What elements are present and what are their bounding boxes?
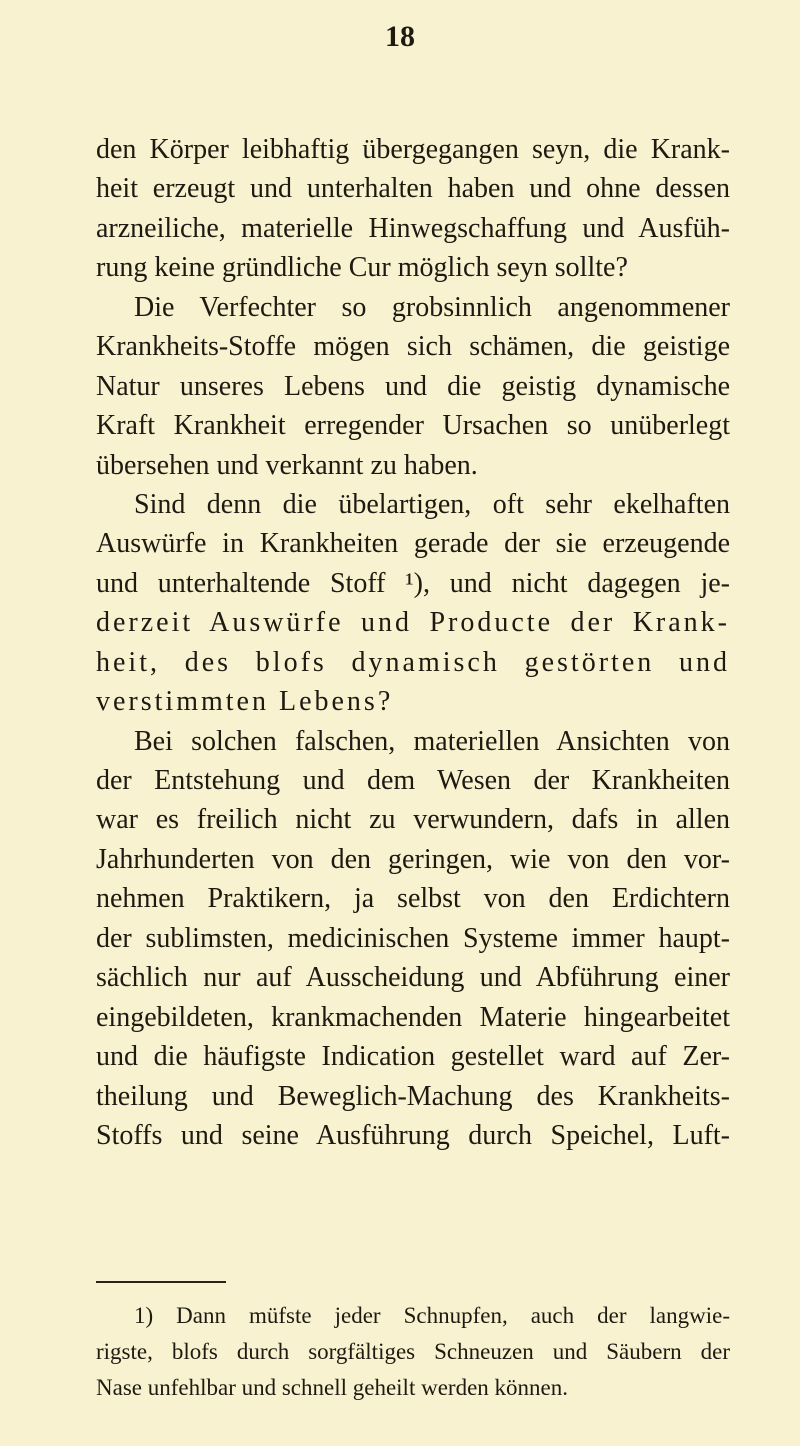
text-line: Jahrhunderten von den geringen, wie von den vor- (96, 843, 730, 875)
text-line-spaced: heit, des blofs dynamisch gestörten und (96, 646, 730, 678)
footnote-line: 1) Dann müfste jeder Schnupfen, auch der langwie- (134, 1303, 730, 1328)
text-line: rung keine gründliche Cur möglich seyn sollte? (96, 252, 628, 284)
text-line: Kraft Krankheit erregender Ursachen so unüberlegt (96, 410, 730, 442)
text-line: übersehen und verkannt zu haben. (96, 449, 478, 481)
text-line: und die häufigste Indication gestellet ward auf Zer- (96, 1041, 730, 1073)
page-number: 18 (385, 20, 415, 53)
text-line: eingebildeten, krankmachenden Materie hingearbeitet (96, 1001, 730, 1033)
text-line: theilung und Beweglich-Machung des Krankheits- (96, 1080, 730, 1112)
footnote-separator (96, 1281, 226, 1283)
text-line: sächlich nur auf Ausscheidung und Abführung einer (96, 962, 730, 994)
text-line: Stoffs und seine Ausführung durch Speichel, Luft- (96, 1119, 730, 1151)
text-line: war es freilich nicht zu verwundern, dafs in allen (96, 804, 730, 836)
text-line: und unterhaltende Stoff ¹), und nicht dagegen je- (96, 567, 730, 599)
text-line: den Körper leibhaftig übergegangen seyn, die Krank- (96, 134, 730, 165)
text-line: der sublimsten, medicinischen Systeme immer haupt- (96, 922, 730, 954)
text-line: arzneiliche, materielle Hinwegschaffung und Ausfüh- (96, 212, 730, 244)
text-line: Bei solchen falschen, materiellen Ansichten von (134, 725, 730, 757)
text-line: heit erzeugt und unterhalten haben und ohne dessen (96, 173, 730, 205)
text-line: Natur unseres Lebens und die geistig dynamische (96, 370, 730, 402)
text-line: nehmen Praktikern, ja selbst von den Erdichtern (96, 883, 730, 915)
main-text (96, 130, 730, 1155)
text-line-spaced: verstimmten Lebens? (96, 686, 394, 718)
text-line: Sind denn die übelartigen, oft sehr ekelhaften (134, 488, 730, 520)
text-line: Auswürfe in Krankheiten gerade der sie erzeugende (96, 528, 730, 560)
text-line: der Entstehung und dem Wesen der Krankheiten (96, 765, 730, 796)
text-line-spaced: derzeit Auswürfe und Producte der Krank- (96, 607, 730, 639)
text-line: Krankheits-Stoffe mögen sich schämen, die geistige (96, 331, 730, 363)
text-line: Die Verfechter so grobsinnlich angenommener (134, 291, 730, 323)
footnote-line: rigste, blofs durch sorgfältiges Schneuzen und Säubern der (96, 1339, 730, 1364)
footnote (96, 1298, 730, 1406)
footnote-line: Nase unfehlbar und schnell geheilt werden können. (96, 1375, 568, 1400)
